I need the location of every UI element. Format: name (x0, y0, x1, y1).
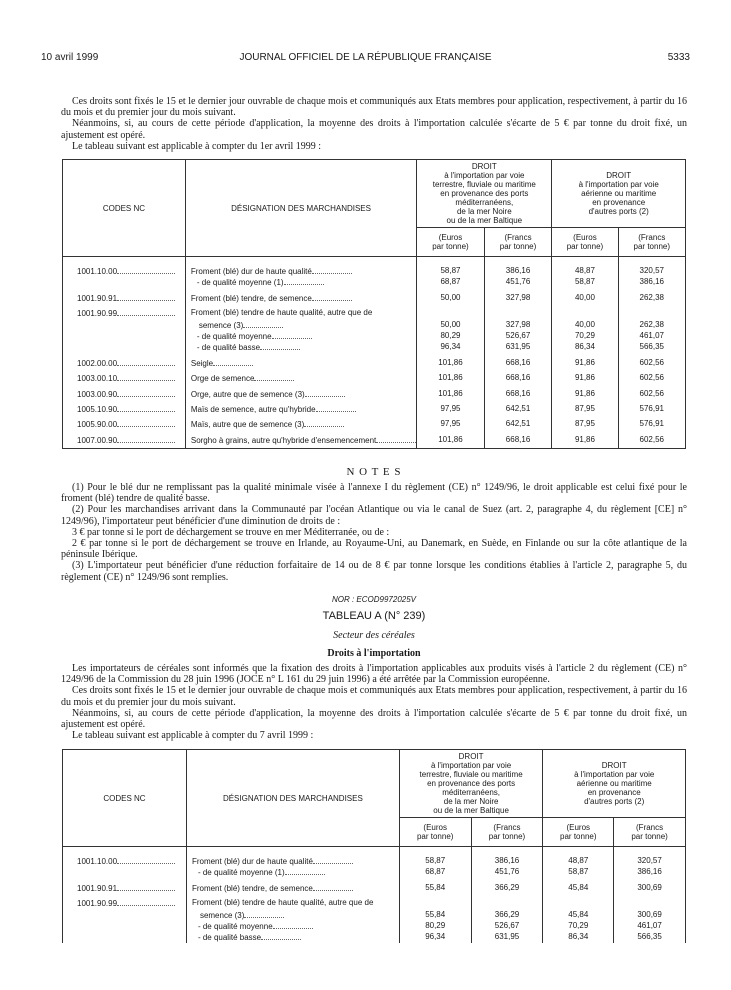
cell-euros-other: 45,84 (568, 909, 589, 919)
header-line: en provenance (587, 788, 641, 797)
cell-designation (187, 855, 399, 866)
header-journal: JOURNAL OFFICIEL DE LA RÉPUBLIQUE FRANÇAISE (239, 52, 492, 63)
cell-code-nc: 1001.90.91 (63, 882, 186, 893)
header-codes-nc: CODES NC (63, 750, 187, 847)
header-francs (484, 228, 552, 257)
note-item: 3 € par tonne si le port de déchargement se trouve en mer Méditerranée, ou de : (72, 526, 390, 538)
cell-euros-med: 101,86 (438, 388, 463, 398)
header-line: terrestre, fluviale ou maritime (432, 180, 536, 189)
designation-text: - de qualité basse (197, 933, 262, 943)
header-line: par tonne) (631, 832, 668, 841)
header-francs (618, 228, 685, 257)
duties-table-1 (62, 159, 686, 449)
designation-text: semence (3) (198, 320, 244, 330)
designation-text: Froment (blé) tendre de haute qualité, autre que de (190, 308, 373, 318)
cell-code-nc: 1001.10.00 (63, 265, 185, 276)
designation-text: - de qualité moyenne (197, 921, 273, 931)
cell-designation (187, 920, 399, 931)
header-line: DROIT (601, 761, 627, 770)
cell-francs-med: 327,98 (505, 319, 531, 329)
header-euros (399, 818, 471, 847)
intro-paragraph: Ces droits sont fixés le 15 et le dernier jour ouvrable de chaque mois et communiqués aux Etats membres pour application, respectivement, à partir du 16 du mois et du premier jour du mois suivant. (61, 685, 687, 708)
cell-designation (186, 434, 416, 445)
cell-euros-other: 91,86 (574, 434, 595, 444)
cell-euros-other: 58,87 (568, 867, 589, 877)
cell-francs-med: 526,67 (505, 330, 531, 340)
cell-francs-other: 262,38 (639, 319, 664, 329)
cell-euros-med (417, 307, 483, 318)
designation-text: Seigle (190, 358, 214, 368)
cell-code-nc: 1001.10.00 (63, 855, 186, 866)
cell-francs-other (619, 307, 685, 318)
cell-code-nc: 1005.10.90 (63, 403, 185, 414)
header-designation: DÉSIGNATION DES MARCHANDISES (185, 160, 416, 257)
header-line: de la mer Noire (443, 797, 499, 806)
cell-code-nc (63, 341, 185, 352)
cell-francs-med: 642,51 (505, 419, 531, 429)
cell-francs-med: 631,95 (494, 932, 520, 942)
note-item: (3) L'importateur peut bénéficier d'une réduction forfaitaire de 14 ou de 8 € par tonne lorsque les conditions établies à l'article 2, paragraphe 5, du règlement (CE) n° 1249/96 sont remplies. (61, 560, 687, 583)
cell-francs-other: 320,57 (637, 856, 662, 865)
cell-euros-other: 87,95 (574, 419, 595, 429)
cell-designation (186, 372, 416, 383)
header-line: d'autres ports (2) (584, 797, 645, 806)
cell-euros-other: 40,00 (574, 292, 595, 302)
cell-euros-med: 80,29 (425, 920, 446, 930)
intro-paragraph: Le tableau suivant est applicable à compter du 1er avril 1999 : (72, 140, 322, 152)
header-line: à l'importation par voie (430, 761, 512, 770)
header-line: d'autres ports (2) (588, 207, 649, 216)
cell-designation (186, 403, 416, 414)
cell-euros-other: 86,34 (574, 342, 595, 352)
header-euros (543, 818, 614, 847)
header-line: par tonne) (633, 242, 670, 251)
cell-designation (186, 307, 416, 318)
cell-francs-other: 320,57 (639, 266, 664, 275)
cell-francs-other: 576,91 (639, 419, 664, 429)
cell-euros-other: 48,87 (568, 856, 589, 865)
cell-francs-other: 566,35 (639, 342, 664, 352)
cell-euros-other: 91,86 (574, 357, 595, 367)
cell-designation (186, 357, 416, 368)
header-line: par tonne) (560, 832, 597, 841)
header-designation: DÉSIGNATION DES MARCHANDISES (186, 750, 399, 847)
cell-euros-med: 50,00 (440, 292, 461, 302)
cell-francs-other: 461,07 (637, 920, 662, 930)
header-line: de la mer Noire (456, 207, 512, 216)
designation-text: Froment (blé) tendre, de semence (191, 883, 313, 893)
cell-euros-med: 96,34 (440, 342, 461, 352)
cell-euros-other: 58,87 (574, 277, 595, 287)
cell-francs-med: 668,16 (505, 388, 531, 398)
intro-paragraph: Les importateurs de céréales sont informés que la fixation des droits à l'importation applicables aux produits visés à l'article 2 du règlement (CE) n° 1249/96 de la Commission du 28 juin 1996 (JOCE n° L 161 du 29 juin 1996) a été arrêtée par la Commission européenne. (61, 663, 687, 686)
cell-francs-other: 602,56 (639, 373, 664, 383)
cell-euros-med (400, 897, 471, 908)
cell-francs-other (614, 897, 685, 908)
cell-francs-other: 566,35 (637, 932, 662, 942)
cell-francs-med: 451,76 (505, 277, 531, 287)
cell-euros-med: 68,87 (425, 867, 446, 877)
header-line: (Francs (504, 233, 532, 242)
cell-code-nc: 1003.00.10 (63, 372, 185, 383)
cell-euros-other: 40,00 (574, 319, 595, 329)
cell-code-nc: 1002.00.00 (63, 357, 185, 368)
header-line: (Euros (573, 233, 597, 242)
header-line: à l'importation par voie (578, 180, 659, 189)
header-line: ou de la mer Baltique (433, 806, 509, 815)
header-codes-nc: CODES NC (63, 160, 186, 257)
note-item: 2 € par tonne si le port de déchargement se trouve en Irlande, au Royaume-Uni, au Danemark, en Suède, en Finlande ou sur la côte atlantique de la péninsule Ibérique. (61, 538, 687, 561)
cell-euros-other: 70,29 (568, 920, 589, 930)
duties-table-2 (62, 749, 686, 943)
cell-designation (186, 265, 416, 276)
designation-text: Orge, autre que de semence (3) (190, 389, 305, 399)
designation-text: - de qualité moyenne (1) (196, 278, 284, 288)
cell-designation (186, 319, 416, 330)
cell-code-nc (63, 931, 186, 942)
cell-euros-other: 87,95 (574, 403, 595, 413)
intro-paragraph: Le tableau suivant est applicable à compter du 7 avril 1999 : (72, 730, 314, 742)
cell-code-nc (63, 909, 186, 920)
note-item: (2) Pour les marchandises arrivant dans la Communauté par l'océan Atlantique ou via le canal de Suez (art. 2, paragraphe 4, du règlement [CE] n° 1249/96), l'importateur peut bénéficier d'une diminution de droits de : (61, 504, 687, 527)
notes-title: N O T E S (346, 466, 402, 478)
header-line: à l'importation par voie (444, 171, 525, 180)
cell-francs-med (472, 897, 543, 908)
header-line: DROIT (471, 162, 497, 171)
cell-francs-med: 668,16 (505, 434, 531, 444)
header-line: en provenance des ports (440, 189, 529, 198)
cell-code-nc: 1005.90.00 (63, 418, 185, 429)
cell-euros-med: 68,87 (440, 277, 461, 287)
header-francs (471, 818, 543, 847)
cell-designation (187, 897, 399, 908)
droits-title: Droits à l'importation (327, 648, 421, 659)
cell-euros-med: 97,95 (440, 403, 461, 413)
cell-designation (186, 292, 416, 303)
header-line: (Euros (438, 233, 463, 242)
designation-text: - de qualité moyenne (196, 331, 272, 341)
cell-euros-med: 101,86 (438, 357, 463, 367)
cell-code-nc: 1001.90.91 (63, 292, 185, 303)
cell-euros-other: 86,34 (568, 932, 589, 942)
designation-text: Maïs, autre que de semence (3) (190, 420, 305, 430)
designation-text: - de qualité moyenne (1) (197, 868, 285, 878)
cell-code-nc (63, 319, 185, 330)
header-line: DROIT (606, 171, 632, 180)
cell-designation (187, 866, 399, 877)
cell-designation (186, 418, 416, 429)
cell-designation (186, 330, 416, 341)
header-line: à l'importation par voie (574, 770, 655, 779)
nor-reference: NOR : ECOD9972025V (331, 595, 417, 604)
header-francs (614, 818, 686, 847)
tableau-title: TABLEAU A (N° 239) (322, 610, 426, 622)
cell-francs-med: 386,16 (505, 266, 531, 275)
cell-francs-other: 576,91 (639, 403, 664, 413)
header-line: méditerranéens, (442, 788, 500, 797)
header-line: par tonne) (416, 832, 454, 841)
header-euros (552, 228, 618, 257)
header-line: par tonne) (566, 242, 604, 251)
cell-code-nc (63, 276, 185, 287)
cell-euros-med: 101,86 (438, 434, 463, 444)
header-date: 10 avril 1999 (41, 52, 99, 63)
cell-code-nc: 1007.00.90 (63, 434, 185, 445)
cell-francs-other: 386,16 (637, 867, 662, 877)
header-droit-other-ports (552, 160, 686, 228)
notes-text (61, 482, 687, 583)
header-line: en provenance des ports (427, 779, 516, 788)
cell-euros-med: 80,29 (440, 330, 461, 340)
designation-text: Froment (blé) tendre de haute qualité, autre que de (191, 898, 374, 908)
cell-francs-med (485, 307, 552, 318)
secteur-title: Secteur des céréales (333, 630, 415, 641)
cell-francs-med: 451,76 (494, 867, 520, 877)
cell-designation (186, 388, 416, 399)
intro-paragraph: Ces droits sont fixés le 15 et le dernier jour ouvrable de chaque mois et communiqués aux Etats membres pour application, respectivement, à partir du 16 du mois et du premier jour du mois suivant. (61, 96, 687, 119)
header-page-number: 5333 (667, 52, 690, 63)
header-line: (Euros (423, 823, 447, 832)
designation-text: Maïs de semence, autre qu'hybride (190, 404, 316, 414)
cell-code-nc (63, 866, 186, 877)
header-line: (Francs (493, 823, 521, 832)
cell-euros-med: 96,34 (425, 932, 446, 942)
cell-code-nc (63, 920, 186, 931)
cell-euros-other (552, 307, 617, 318)
running-header (41, 52, 690, 66)
cell-euros-med: 101,86 (438, 373, 463, 383)
cell-code-nc (63, 330, 185, 341)
cell-euros-med: 55,84 (425, 882, 446, 892)
cell-francs-other: 262,38 (639, 292, 664, 302)
header-line: DROIT (458, 752, 484, 761)
cell-francs-other: 386,16 (639, 277, 664, 287)
header-euros (417, 228, 484, 257)
cell-designation (186, 276, 416, 287)
cell-euros-med: 50,00 (440, 319, 461, 329)
cell-euros-other: 48,87 (574, 266, 595, 275)
header-droit-mediterranean (399, 750, 543, 818)
cell-euros-other: 91,86 (574, 373, 595, 383)
cell-euros-med: 58,87 (425, 856, 446, 865)
cell-francs-other: 300,69 (637, 909, 662, 919)
header-droit-mediterranean (417, 160, 552, 228)
cell-euros-other: 70,29 (574, 330, 595, 340)
header-line: par tonne) (499, 242, 537, 251)
header-line: (Francs (636, 823, 664, 832)
cell-code-nc: 1003.00.90 (63, 388, 185, 399)
designation-text: Orge de semence (190, 374, 255, 384)
cell-francs-med: 668,16 (505, 357, 531, 367)
intro-paragraph: Néanmoins, si, au cours de cette période d'application, la moyenne des droits à l'importation calculée s'écarte de 5 € par tonne du droit fixé, un ajustement est opéré. (61, 707, 687, 731)
cell-francs-other: 461,07 (639, 330, 664, 340)
cell-francs-med: 327,98 (505, 292, 531, 302)
designation-text: Froment (blé) dur de haute qualité (191, 857, 313, 866)
header-line: terrestre, fluviale ou maritime (419, 770, 523, 779)
intro-text (61, 96, 687, 152)
cell-francs-med: 386,16 (494, 856, 520, 865)
designation-text: Sorgho à grains, autre qu'hybride d'ensemencement (190, 435, 377, 445)
header-droit-other-ports (543, 750, 686, 818)
cell-francs-med: 366,29 (494, 882, 520, 892)
cell-code-nc: 1001.90.99 (63, 897, 186, 908)
cell-francs-med: 642,51 (505, 403, 531, 413)
header-line: par tonne) (432, 242, 469, 251)
cell-designation (187, 909, 399, 920)
designation-text: - de qualité basse (196, 343, 261, 353)
cell-designation (187, 931, 399, 942)
designation-text: semence (3) (199, 910, 245, 920)
designation-text: Froment (blé) dur de haute qualité (190, 267, 312, 276)
cell-euros-other: 91,86 (574, 388, 595, 398)
cell-euros-other (543, 897, 613, 908)
cell-euros-med: 58,87 (440, 266, 461, 275)
header-line: aérienne ou maritime (581, 189, 657, 198)
cell-code-nc: 1001.90.99 (63, 307, 185, 318)
header-line: méditerranéens, (455, 198, 514, 207)
cell-francs-med: 631,95 (505, 342, 531, 352)
cell-designation (186, 341, 416, 352)
cell-francs-med: 668,16 (505, 373, 531, 383)
cell-francs-other: 602,56 (639, 388, 664, 398)
cell-francs-other: 602,56 (639, 357, 664, 367)
intro-paragraph: Néanmoins, si, au cours de cette période d'application, la moyenne des droits à l'importation calculée s'écarte de 5 € par tonne du droit fixé, un ajustement est opéré. (61, 118, 687, 141)
cell-francs-other: 300,69 (637, 882, 662, 892)
cell-designation (187, 882, 399, 893)
cell-euros-med: 97,95 (440, 419, 461, 429)
header-line: ou de la mer Baltique (446, 216, 523, 225)
cell-francs-other: 602,56 (639, 434, 664, 444)
cell-euros-other: 45,84 (568, 882, 589, 892)
cell-francs-med: 366,29 (494, 909, 520, 919)
header-line: (Euros (566, 823, 591, 832)
header-line: par tonne) (488, 832, 526, 841)
designation-text: Froment (blé) tendre, de semence (190, 293, 312, 303)
note-item: (1) Pour le blé dur ne remplissant pas la qualité minimale visée à l'annexe I du règlement (CE) n° 1249/96, le droit applicable est celui fixé pour le froment (blé) tendre de qualité basse. (61, 482, 687, 505)
header-line: aérienne ou maritime (576, 779, 652, 788)
cell-francs-med: 526,67 (494, 920, 520, 930)
header-line: (Francs (638, 233, 666, 242)
cell-euros-med: 55,84 (425, 909, 446, 919)
intro-text-2 (61, 663, 687, 741)
header-line: en provenance (592, 198, 646, 207)
